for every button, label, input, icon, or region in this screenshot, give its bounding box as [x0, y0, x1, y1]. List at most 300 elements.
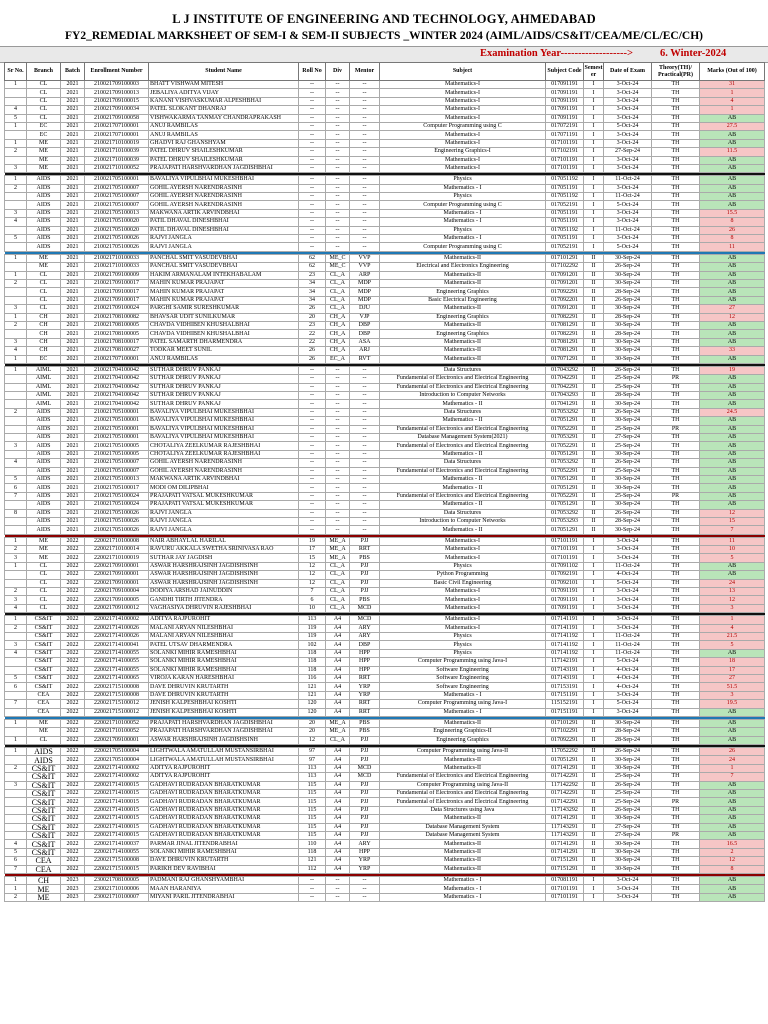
student-name-cell: ADITYA RAJPUROHIT: [149, 773, 299, 781]
sr-no-cell: [5, 97, 27, 105]
subject-cell: Physics: [380, 193, 546, 201]
div-cell: A4: [326, 691, 350, 699]
roll-no-cell: --: [299, 450, 326, 458]
marks-cell: AB: [700, 321, 765, 329]
branch-cell: CS&IT: [27, 641, 61, 649]
subject-code-cell: 017053292: [546, 509, 584, 517]
sr-no-cell: 1: [5, 876, 27, 884]
subject-cell: Mathematics - I: [380, 209, 546, 217]
div-cell: A4: [326, 700, 350, 708]
exam-type-cell: TH: [652, 790, 700, 798]
enrollment-cell: 210021704100042: [85, 392, 149, 400]
student-name-cell: LIGHTWALA AMATULLAH MUSTANSIRBHAI: [149, 756, 299, 764]
branch-cell: CS&IT: [27, 823, 61, 831]
div-cell: --: [326, 408, 350, 416]
branch-cell: AIDS: [27, 475, 61, 483]
subject-cell: Mathematics - I: [380, 708, 546, 716]
div-cell: A4: [326, 764, 350, 772]
exam-date-cell: 28-Sep-24: [604, 736, 652, 744]
enrollment-cell: 220021714100065: [85, 674, 149, 682]
mentor-cell: RRT: [350, 674, 380, 682]
batch-cell: 2022: [61, 764, 85, 772]
subject-code-cell: 017091191: [546, 97, 584, 105]
exam-type-cell: TH: [652, 649, 700, 657]
batch-cell: 2021: [61, 218, 85, 226]
batch-cell: 2022: [61, 823, 85, 831]
exam-date-cell: 28-Sep-24: [604, 728, 652, 736]
student-name-cell: ANUJ RAMBILAS: [149, 122, 299, 130]
batch-cell: 2022: [61, 624, 85, 632]
exam-type-cell: TH: [652, 806, 700, 814]
enrollment-cell: 210021705100017: [85, 484, 149, 492]
exam-type-cell: TH: [652, 176, 700, 184]
semester-cell: II: [584, 450, 604, 458]
marks-cell: AB: [700, 475, 765, 483]
roll-no-cell: --: [299, 226, 326, 234]
subject-cell: Mathematics-I: [380, 616, 546, 624]
roll-no-cell: 118: [299, 848, 326, 856]
mentor-cell: VJP: [350, 313, 380, 321]
sr-no-cell: 1: [5, 176, 27, 184]
semester-cell: I: [584, 106, 604, 114]
enrollment-cell: 210021705100026: [85, 509, 149, 517]
roll-no-cell: --: [299, 526, 326, 534]
semester-cell: II: [584, 736, 604, 744]
student-name-cell: MODI OM DILIPBHAI: [149, 484, 299, 492]
exam-date-cell: 3-Oct-24: [604, 554, 652, 562]
enrollment-cell: 210021707100001: [85, 355, 149, 363]
semester-cell: I: [584, 235, 604, 243]
branch-cell: CL: [27, 296, 61, 304]
exam-type-cell: TH: [652, 442, 700, 450]
sr-no-cell: [5, 383, 27, 391]
subject-code-cell: 017153191: [546, 683, 584, 691]
semester-cell: I: [584, 81, 604, 89]
exam-date-cell: 3-Oct-24: [604, 81, 652, 89]
exam-type-cell: TH: [652, 501, 700, 509]
sr-no-cell: 3: [5, 781, 27, 789]
batch-cell: 2021: [61, 254, 85, 262]
roll-no-cell: 62: [299, 254, 326, 262]
semester-cell: II: [584, 831, 604, 839]
mentor-cell: --: [350, 81, 380, 89]
semester-cell: II: [584, 848, 604, 856]
student-name-cell: JENISH KALPESHBHAI KOSHTI: [149, 700, 299, 708]
sr-no-cell: 7: [5, 700, 27, 708]
subject-cell: Mathematics-I: [380, 156, 546, 164]
branch-cell: CS&IT: [27, 840, 61, 848]
marks-cell: AB: [700, 201, 765, 209]
exam-date-cell: 30-Sep-24: [604, 321, 652, 329]
student-name-cell: DAVE DHRUVIN KRUTARTH: [149, 691, 299, 699]
enrollment-cell: 220021715100008: [85, 691, 149, 699]
exam-date-cell: 11-Oct-24: [604, 633, 652, 641]
roll-no-cell: --: [299, 164, 326, 172]
roll-no-cell: --: [299, 442, 326, 450]
subject-cell: Basic Civil Engineering: [380, 579, 546, 587]
exam-date-cell: 11-Oct-24: [604, 649, 652, 657]
marks-cell: 4: [700, 624, 765, 632]
roll-no-cell: 20: [299, 719, 326, 727]
div-cell: ME_A: [326, 728, 350, 736]
branch-cell: AIDS: [27, 748, 61, 756]
branch-cell: AIML: [27, 400, 61, 408]
marks-cell: 7: [700, 773, 765, 781]
subject-cell: Engineering Graphics: [380, 313, 546, 321]
div-cell: --: [326, 459, 350, 467]
sr-no-cell: 1: [5, 139, 27, 147]
subject-cell: Mathematics - II: [380, 450, 546, 458]
div-cell: --: [326, 114, 350, 122]
div-cell: CL_A: [326, 305, 350, 313]
student-name-cell: GOHIL AYERSH NARENDRASINH: [149, 201, 299, 209]
sr-no-cell: [5, 434, 27, 442]
table-row: [5, 700, 765, 708]
batch-cell: 2021: [61, 467, 85, 475]
exam-type-cell: TH: [652, 131, 700, 139]
student-name-cell: ANUJ RAMBILAS: [149, 355, 299, 363]
exam-date-cell: 30-Sep-24: [604, 865, 652, 873]
branch-cell: CS&IT: [27, 649, 61, 657]
mentor-cell: --: [350, 467, 380, 475]
exam-type-cell: TH: [652, 781, 700, 789]
batch-cell: 2022: [61, 865, 85, 873]
student-name-cell: JEBALIYA ADITYA VIJAY: [149, 89, 299, 97]
exam-type-cell: TH: [652, 683, 700, 691]
sr-no-cell: [5, 450, 27, 458]
batch-cell: 2022: [61, 719, 85, 727]
subject-cell: Mathematics-II: [380, 305, 546, 313]
exam-date-cell: 30-Sep-24: [604, 484, 652, 492]
batch-cell: 2021: [61, 89, 85, 97]
mentor-cell: --: [350, 484, 380, 492]
roll-no-cell: --: [299, 425, 326, 433]
semester-cell: II: [584, 442, 604, 450]
div-cell: --: [326, 392, 350, 400]
subject-code-cell: 017053292: [546, 408, 584, 416]
div-cell: --: [326, 509, 350, 517]
roll-no-cell: --: [299, 408, 326, 416]
sr-no-cell: 3: [5, 209, 27, 217]
subject-cell: Mathematics-II: [380, 719, 546, 727]
subject-code-cell: 017101191: [546, 537, 584, 545]
enrollment-cell: 210021709100003: [85, 81, 149, 89]
mentor-cell: --: [350, 893, 380, 901]
branch-cell: CL: [27, 271, 61, 279]
sr-no-cell: [5, 756, 27, 764]
sr-no-cell: 2: [5, 546, 27, 554]
subject-code-cell: 017051191: [546, 184, 584, 192]
marks-cell: AB: [700, 271, 765, 279]
batch-cell: 2022: [61, 708, 85, 716]
sr-no-cell: 5: [5, 475, 27, 483]
table-row: [5, 164, 765, 172]
subject-code-cell: 017101191: [546, 156, 584, 164]
enrollment-cell: 210021709100015: [85, 97, 149, 105]
mentor-cell: --: [350, 89, 380, 97]
batch-cell: 2022: [61, 748, 85, 756]
subject-cell: Mathematics-I: [380, 604, 546, 612]
branch-cell: CS&IT: [27, 781, 61, 789]
exam-date-cell: 3-Oct-24: [604, 691, 652, 699]
marks-cell: AB: [700, 184, 765, 192]
subject-code-cell: 017072191: [546, 122, 584, 130]
semester-cell: II: [584, 798, 604, 806]
div-cell: --: [326, 501, 350, 509]
sr-no-cell: 2: [5, 148, 27, 156]
div-cell: A4: [326, 674, 350, 682]
student-name-cell: PARGHI SAMIR SURESHKUMAR: [149, 305, 299, 313]
batch-cell: 2022: [61, 840, 85, 848]
batch-cell: 2022: [61, 773, 85, 781]
batch-cell: 2021: [61, 156, 85, 164]
branch-cell: AIDS: [27, 243, 61, 251]
table-row: [5, 571, 765, 579]
div-cell: --: [326, 156, 350, 164]
div-cell: --: [326, 122, 350, 130]
subject-code-cell: 017081291: [546, 321, 584, 329]
mentor-cell: PJJ: [350, 562, 380, 570]
roll-no-cell: --: [299, 81, 326, 89]
student-name-cell: LIGHTWALA AMATULLAH MUSTANSIRBHAI: [149, 748, 299, 756]
marks-cell: 27: [700, 674, 765, 682]
div-cell: --: [326, 97, 350, 105]
branch-cell: CL: [27, 579, 61, 587]
branch-cell: CEA: [27, 700, 61, 708]
enrollment-cell: 220021714100015: [85, 781, 149, 789]
student-name-cell: RAJVI JANGLA: [149, 509, 299, 517]
enrollment-cell: 210021705100026: [85, 243, 149, 251]
mentor-cell: DBP: [350, 321, 380, 329]
batch-cell: 2021: [61, 296, 85, 304]
table-row: [5, 279, 765, 287]
roll-no-cell: 26: [299, 305, 326, 313]
exam-date-cell: 3-Oct-24: [604, 616, 652, 624]
marks-cell: AB: [700, 417, 765, 425]
exam-date-cell: 30-Sep-24: [604, 254, 652, 262]
branch-cell: AIDS: [27, 517, 61, 525]
table-row: [5, 417, 765, 425]
batch-cell: 2021: [61, 148, 85, 156]
table-row: [5, 773, 765, 781]
student-name-cell: PARIKH DEV RAVIBHAI: [149, 865, 299, 873]
batch-cell: 2021: [61, 330, 85, 338]
semester-cell: II: [584, 719, 604, 727]
table-row: [5, 321, 765, 329]
exam-type-cell: TH: [652, 243, 700, 251]
div-cell: A4: [326, 790, 350, 798]
exam-type-cell: PR: [652, 831, 700, 839]
branch-cell: AIDS: [27, 201, 61, 209]
semester-cell: I: [584, 876, 604, 884]
col-header: Branch: [27, 63, 61, 81]
div-cell: ME_A: [326, 719, 350, 727]
batch-cell: 2021: [61, 526, 85, 534]
exam-type-cell: TH: [652, 271, 700, 279]
subject-cell: Mathematics - I: [380, 184, 546, 192]
div-cell: CH_A: [326, 330, 350, 338]
subject-code-cell: 017091191: [546, 114, 584, 122]
batch-cell: 2021: [61, 305, 85, 313]
roll-no-cell: --: [299, 509, 326, 517]
exam-type-cell: TH: [652, 546, 700, 554]
subject-cell: Mathematics - I: [380, 218, 546, 226]
batch-cell: 2021: [61, 114, 85, 122]
branch-cell: ME: [27, 148, 61, 156]
marks-cell: 31: [700, 81, 765, 89]
student-name-cell: ASWAR HARSHRAJSINH JAGDISHSINH: [149, 562, 299, 570]
subject-code-cell: 017101191: [546, 893, 584, 901]
exam-type-cell: TH: [652, 218, 700, 226]
branch-cell: ME: [27, 139, 61, 147]
branch-cell: CH: [27, 338, 61, 346]
subject-code-cell: 017101191: [546, 164, 584, 172]
batch-cell: 2021: [61, 184, 85, 192]
semester-cell: I: [584, 588, 604, 596]
subject-code-cell: 017141291: [546, 840, 584, 848]
enrollment-cell: 210021709100017: [85, 296, 149, 304]
exam-date-cell: 28-Sep-24: [604, 517, 652, 525]
exam-date-cell: 3-Oct-24: [604, 97, 652, 105]
roll-no-cell: 115: [299, 790, 326, 798]
student-name-cell: VIROJA KARAN HARESHBHAI: [149, 674, 299, 682]
enrollment-cell: 210021704100042: [85, 400, 149, 408]
branch-cell: AIDS: [27, 425, 61, 433]
mentor-cell: RRT: [350, 708, 380, 716]
enrollment-cell: 210021705100026: [85, 235, 149, 243]
subject-cell: Mathematics-I: [380, 97, 546, 105]
enrollment-cell: 210021710100039: [85, 148, 149, 156]
sr-no-cell: [5, 263, 27, 271]
semester-cell: II: [584, 501, 604, 509]
batch-cell: 2021: [61, 97, 85, 105]
exam-type-cell: PR: [652, 798, 700, 806]
roll-no-cell: 121: [299, 857, 326, 865]
exam-date-cell: 25-Sep-24: [604, 383, 652, 391]
marks-cell: AB: [700, 383, 765, 391]
subject-code-cell: 017092291: [546, 288, 584, 296]
enrollment-cell: 210021705100001: [85, 425, 149, 433]
exam-type-cell: TH: [652, 700, 700, 708]
exam-date-cell: 3-Oct-24: [604, 588, 652, 596]
sr-no-cell: 1: [5, 885, 27, 893]
div-cell: ME_C: [326, 263, 350, 271]
table-row: [5, 815, 765, 823]
branch-cell: CH: [27, 330, 61, 338]
table-row: [5, 633, 765, 641]
subject-code-cell: 017051291: [546, 450, 584, 458]
subject-cell: Mathematics-I: [380, 81, 546, 89]
mentor-cell: HPP: [350, 649, 380, 657]
table-row: [5, 131, 765, 139]
exam-date-cell: 4-Oct-24: [604, 683, 652, 691]
semester-cell: II: [584, 288, 604, 296]
exam-year-label: Examination Year------------------->: [480, 48, 634, 59]
mentor-cell: --: [350, 164, 380, 172]
enrollment-cell: 210021709100024: [85, 305, 149, 313]
mentor-cell: --: [350, 97, 380, 105]
exam-type-cell: TH: [652, 321, 700, 329]
student-name-cell: PATEL DHRUV SHAILESHKUMAR: [149, 156, 299, 164]
batch-cell: 2021: [61, 201, 85, 209]
enrollment-cell: 210021705100005: [85, 442, 149, 450]
exam-date-cell: 30-Sep-24: [604, 355, 652, 363]
batch-cell: 2021: [61, 122, 85, 130]
enrollment-cell: 220021709100001: [85, 736, 149, 744]
batch-cell: 2021: [61, 383, 85, 391]
branch-cell: AIDS: [27, 218, 61, 226]
div-cell: --: [326, 467, 350, 475]
subject-cell: Mathematics-II: [380, 271, 546, 279]
sr-no-cell: 3: [5, 164, 27, 172]
semester-cell: II: [584, 321, 604, 329]
semester-cell: II: [584, 459, 604, 467]
batch-cell: 2021: [61, 338, 85, 346]
batch-cell: 2022: [61, 658, 85, 666]
batch-cell: 2021: [61, 501, 85, 509]
marks-cell: 21.5: [700, 633, 765, 641]
enrollment-cell: 210021709100017: [85, 288, 149, 296]
batch-cell: 2022: [61, 579, 85, 587]
student-name-cell: SUTHAR DHRUV PANKAJ: [149, 375, 299, 383]
table-row: [5, 691, 765, 699]
roll-no-cell: 118: [299, 658, 326, 666]
student-name-cell: PATIL DHAVAL DINESHBHAI: [149, 226, 299, 234]
subject-code-cell: 017091201: [546, 279, 584, 287]
semester-cell: II: [584, 392, 604, 400]
subject-code-cell: 017052291: [546, 442, 584, 450]
semester-cell: II: [584, 305, 604, 313]
col-header: Enrollment Number: [85, 63, 149, 81]
mentor-cell: --: [350, 176, 380, 184]
subject-cell: Data Structures using Java: [380, 806, 546, 814]
batch-cell: 2023: [61, 893, 85, 901]
subject-code-cell: 117143291: [546, 823, 584, 831]
exam-type-cell: TH: [652, 330, 700, 338]
div-cell: A4: [326, 773, 350, 781]
branch-cell: CH: [27, 313, 61, 321]
subject-cell: Mathematics - II: [380, 526, 546, 534]
enrollment-cell: 210021705100013: [85, 475, 149, 483]
roll-no-cell: --: [299, 97, 326, 105]
subject-cell: Physics: [380, 641, 546, 649]
branch-cell: CEA: [27, 691, 61, 699]
exam-date-cell: 30-Sep-24: [604, 719, 652, 727]
subject-cell: Mathematics-II: [380, 756, 546, 764]
exam-date-cell: 30-Sep-24: [604, 526, 652, 534]
subject-cell: Physics: [380, 226, 546, 234]
subject-code-cell: 017091191: [546, 89, 584, 97]
batch-cell: 2021: [61, 417, 85, 425]
table-row: [5, 658, 765, 666]
marks-cell: AB: [700, 885, 765, 893]
exam-type-cell: TH: [652, 876, 700, 884]
sr-no-cell: 3: [5, 554, 27, 562]
table-row: [5, 201, 765, 209]
subject-cell: Data Structures: [380, 509, 546, 517]
exam-type-cell: TH: [652, 263, 700, 271]
branch-cell: AIDS: [27, 526, 61, 534]
mentor-cell: --: [350, 885, 380, 893]
marks-cell: AB: [700, 392, 765, 400]
marks-cell: AB: [700, 114, 765, 122]
exam-date-cell: 30-Sep-24: [604, 417, 652, 425]
roll-no-cell: --: [299, 106, 326, 114]
enrollment-cell: 220021709100004: [85, 588, 149, 596]
marks-cell: 3: [700, 604, 765, 612]
semester-cell: I: [584, 193, 604, 201]
marks-cell: 2: [700, 848, 765, 856]
